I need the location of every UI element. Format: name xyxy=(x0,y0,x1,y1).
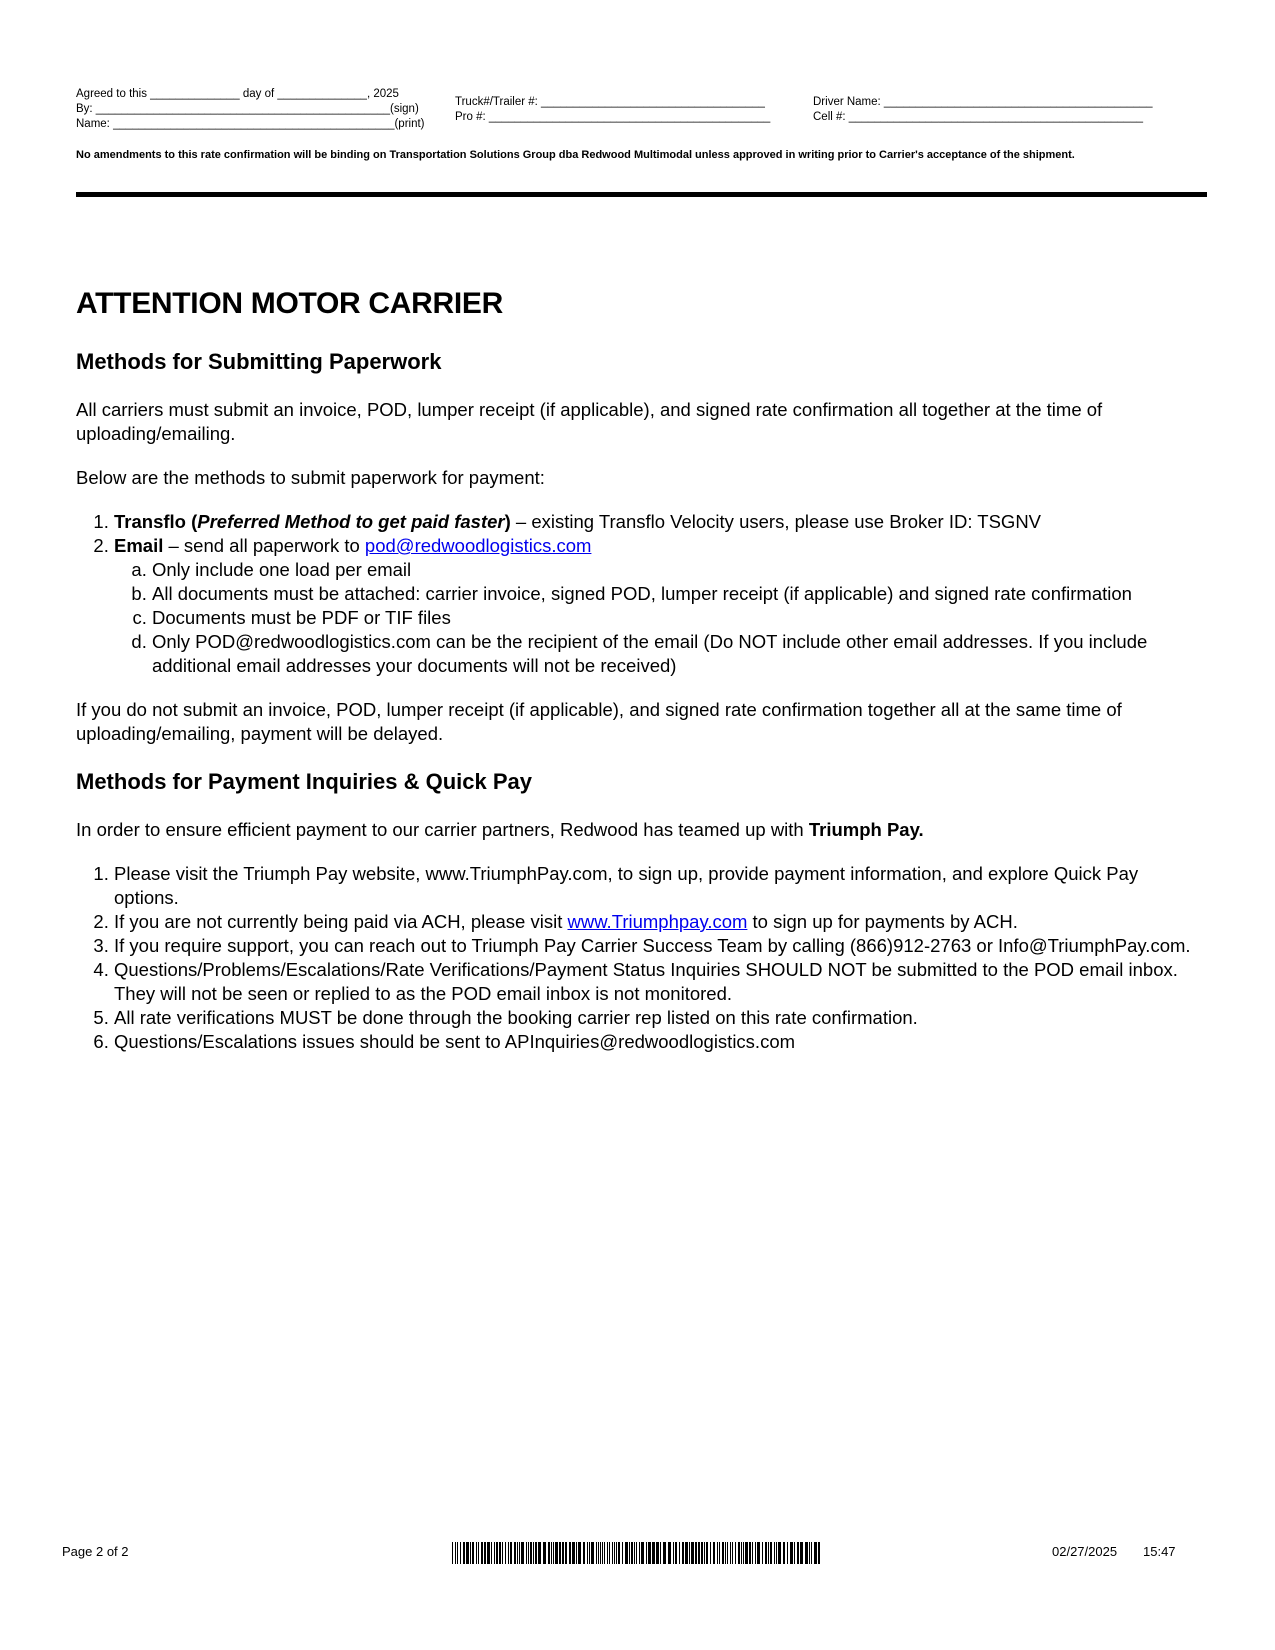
triumph-intro-text: In order to ensure efficient payment to our carrier partners, Redwood has teamed up with xyxy=(76,819,809,840)
footer-date: 02/27/2025 xyxy=(1052,1544,1118,1559)
pro-number-line: Pro #: ____________________________________________ xyxy=(455,111,771,123)
methods-intro: Below are the methods to submit paperwork for payment: xyxy=(76,467,545,488)
truck-trailer-line: Truck#/Trailer #: ___________________________________ xyxy=(455,96,765,108)
list-item-email xyxy=(114,534,1206,678)
transflo-label: Transflo ( xyxy=(114,511,198,532)
email-label: Email xyxy=(114,535,164,556)
list-item: 4. Questions/Problems/Escalations/Rate Verifications/Payment Status Inquiries SHOULD NOT be submitted to the POD email inbox. They will not be seen or replied to as the POD email inbox is not monitored. xyxy=(114,958,1206,1006)
payment-inquiries-list xyxy=(76,862,1206,1054)
list-item: c. Documents must be PDF or TIF files xyxy=(152,606,1206,630)
barcode xyxy=(452,1542,822,1564)
list-item: d. Only POD@redwoodlogistics.com can be the recipient of the email (Do NOT include other email addresses. If you include additional email addresses your documents will not be received) xyxy=(152,630,1206,678)
triumph-intro xyxy=(76,818,1206,842)
print-name-line: Name: ____________________________________________(print) xyxy=(76,118,425,130)
submission-methods-list xyxy=(76,510,1206,678)
list-item: a. Only include one load per email xyxy=(152,558,1206,582)
page-title: ATTENTION MOTOR CARRIER xyxy=(76,287,503,320)
list-item: 1. Please visit the Triumph Pay website, www.TriumphPay.com, to sign up, provide payment information, and explore Quick Pay options. xyxy=(114,862,1206,910)
amendment-notice: No amendments to this rate confirmation will be binding on Transportation Solutions Group dba Redwood Multimodal unless approved in writing prior to Carrier's acceptance of the shipment. xyxy=(76,149,1075,161)
list-item: 3. If you require support, you can reach out to Triumph Pay Carrier Success Team by calling (866)912-2763 or Info@TriumphPay.com. xyxy=(114,934,1206,958)
section-heading-payment-inquiries: Methods for Payment Inquiries & Quick Pay xyxy=(76,769,532,794)
agreed-line: Agreed to this ______________ day of ______________, 2025 xyxy=(76,88,399,100)
list-item xyxy=(114,910,1206,934)
footer-time: 15:47 xyxy=(1143,1544,1176,1559)
delay-warning: If you do not submit an invoice, POD, lumper receipt (if applicable), and signed rate confirmation together all at the same time of uploading/emailing, payment will be delayed. xyxy=(76,699,1122,744)
section-heading-submitting-paperwork: Methods for Submitting Paperwork xyxy=(76,349,442,374)
email-description: – send all paperwork to xyxy=(163,535,365,556)
main-content xyxy=(76,350,1206,1054)
ach-text-after: to sign up for payments by ACH. xyxy=(747,911,1018,932)
cell-number-line: Cell #: ______________________________________________ xyxy=(813,111,1143,123)
transflo-description: – existing Transflo Velocity users, please use Broker ID: TSGNV xyxy=(510,511,1042,532)
driver-name-line: Driver Name: __________________________________________ xyxy=(813,96,1153,108)
email-requirements-list xyxy=(114,558,1206,678)
list-item: 5. All rate verifications MUST be done through the booking carrier rep listed on this rate confirmation. xyxy=(114,1006,1206,1030)
paperwork-intro: All carriers must submit an invoice, POD, lumper receipt (if applicable), and signed rate confirmation all together at the time of uploading/emailing. xyxy=(76,399,1103,444)
list-item: b. All documents must be attached: carrier invoice, signed POD, lumper receipt (if applicable) and signed rate confirmation xyxy=(152,582,1206,606)
sign-by-line: By: ______________________________________________(sign) xyxy=(76,103,419,115)
triumphpay-link[interactable]: www.Triumphpay.com xyxy=(567,911,748,932)
list-item: 6. Questions/Escalations issues should be sent to APInquiries@redwoodlogistics.com xyxy=(114,1030,1206,1054)
ach-text-before: If you are not currently being paid via ACH, please visit xyxy=(114,911,568,932)
preferred-method-note: Preferred Method to get paid faster xyxy=(197,511,505,532)
header-divider xyxy=(76,192,1207,197)
pod-email-link[interactable]: pod@redwoodlogistics.com xyxy=(364,535,592,556)
transflo-label-close: ) xyxy=(504,511,511,532)
triumph-pay-name: Triumph Pay. xyxy=(808,819,924,840)
page-number: Page 2 of 2 xyxy=(62,1544,129,1559)
list-item-transflo xyxy=(114,510,1206,534)
